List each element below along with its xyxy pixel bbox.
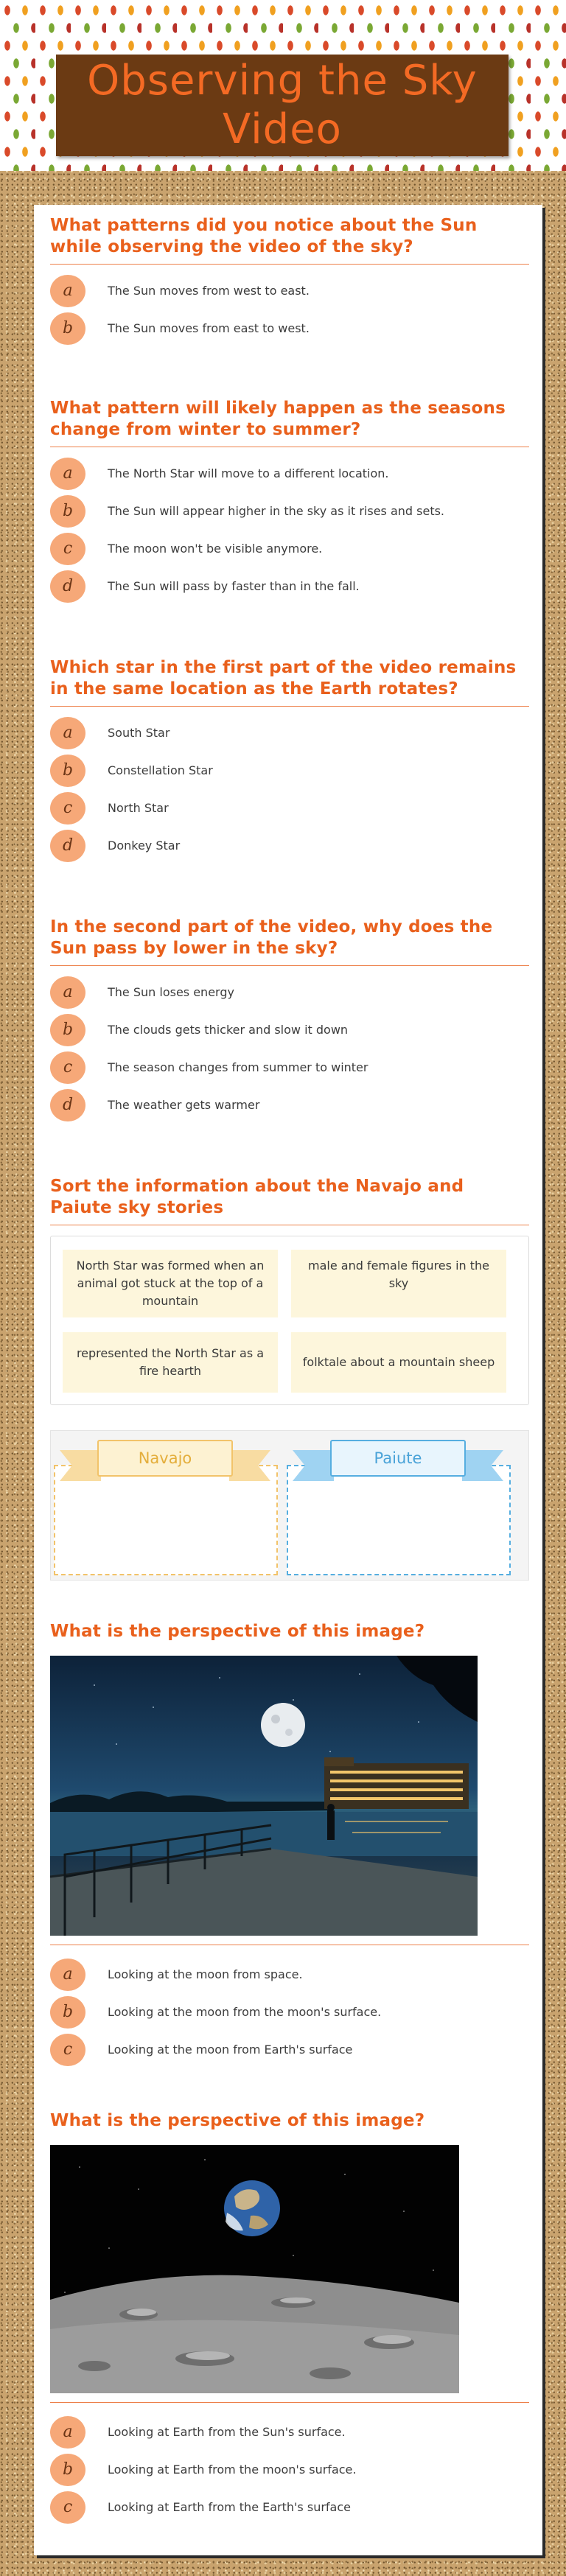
question-title: Sort the information about the Navajo and Paiute sky stories <box>50 1177 464 1217</box>
option-letter: a <box>50 1959 85 1991</box>
option-text: Looking at the moon from Earth's surface <box>108 2043 353 2057</box>
option-letter: c <box>50 2491 85 2524</box>
divider <box>50 965 529 966</box>
option-text: The weather gets warmer <box>108 1098 260 1112</box>
option-letter: c <box>50 1051 85 1084</box>
option-letter: b <box>50 755 85 787</box>
answer-option[interactable] <box>50 1011 529 1049</box>
answer-option[interactable] <box>50 2031 529 2068</box>
content-card <box>34 205 542 2555</box>
moon-over-water-image <box>50 1656 478 1936</box>
page-title: Observing the Sky Video <box>87 57 478 153</box>
option-text: South Star <box>108 726 170 740</box>
perspective-question-1 <box>50 1621 529 2068</box>
option-text: Looking at Earth from the Earth's surface <box>108 2500 351 2514</box>
night-scene-illustration <box>50 1656 478 1936</box>
option-letter: c <box>50 2034 85 2066</box>
answer-option[interactable] <box>50 567 529 605</box>
option-letter: a <box>50 2416 85 2449</box>
option-letter: a <box>50 717 85 749</box>
bucket-label-paiute: Paiute <box>330 1440 466 1477</box>
question-2 <box>50 398 529 605</box>
answer-option[interactable] <box>50 714 529 752</box>
option-letter: a <box>50 976 85 1009</box>
option-letter: b <box>50 1014 85 1046</box>
option-letter: b <box>50 1996 85 2029</box>
question-title: What patterns did you notice about the Sun while observing the video of the sky? <box>50 216 478 256</box>
drop-zone-paiute[interactable] <box>287 1465 511 1575</box>
option-text: The Sun moves from west to east. <box>108 284 310 298</box>
option-text: Constellation Star <box>108 763 213 777</box>
drop-zone-navajo[interactable] <box>54 1465 278 1575</box>
option-text: The clouds gets thicker and slow it down <box>108 1023 349 1037</box>
question-title: What is the perspective of this image? <box>50 2111 425 2130</box>
answer-option[interactable] <box>50 530 529 567</box>
option-letter: d <box>50 1089 85 1121</box>
bucket-label-navajo: Navajo <box>97 1440 233 1477</box>
option-text: Looking at the moon from the moon's surface. <box>108 2005 382 2019</box>
option-letter: a <box>50 458 85 490</box>
answer-option[interactable] <box>50 1049 529 1086</box>
option-text: Looking at Earth from the moon's surface. <box>108 2463 357 2477</box>
draggable-card[interactable]: North Star was formed when an animal got stuck at the top of a mountain <box>63 1250 278 1317</box>
option-text: The Sun moves from east to west. <box>108 321 310 335</box>
question-title: What pattern will likely happen as the seasons change from winter to summer? <box>50 399 506 439</box>
option-letter: b <box>50 2454 85 2486</box>
option-text: Donkey Star <box>108 839 181 853</box>
answer-option[interactable] <box>50 2413 529 2451</box>
answer-option[interactable] <box>50 455 529 492</box>
answer-option[interactable] <box>50 827 529 864</box>
option-text: The Sun will appear higher in the sky as it rises and sets. <box>108 504 445 518</box>
draggable-card[interactable]: folktale about a mountain sheep <box>291 1332 506 1393</box>
option-letter: b <box>50 495 85 528</box>
option-text: The moon won't be visible anymore. <box>108 542 323 556</box>
answer-option[interactable] <box>50 1993 529 2031</box>
option-letter: c <box>50 533 85 565</box>
earthrise-illustration <box>50 2145 459 2393</box>
option-text: The season changes from summer to winter <box>108 1060 368 1074</box>
perspective-question-2 <box>50 2110 529 2526</box>
option-letter: c <box>50 792 85 825</box>
answer-option[interactable] <box>50 1086 529 1124</box>
question-title: Which star in the first part of the video remains in the same location as the Earth rotates? <box>50 658 517 699</box>
option-text: The Sun loses energy <box>108 985 234 999</box>
option-text: The North Star will move to a different location. <box>108 466 389 480</box>
answer-option[interactable] <box>50 492 529 530</box>
option-letter: a <box>50 275 85 307</box>
option-text: Looking at the moon from space. <box>108 1967 303 1981</box>
answer-option[interactable] <box>50 2451 529 2488</box>
divider <box>50 264 529 265</box>
option-letter: d <box>50 570 85 603</box>
answer-option[interactable] <box>50 2488 529 2526</box>
option-text: The Sun will pass by faster than in the fall. <box>108 579 360 593</box>
answer-option[interactable] <box>50 272 529 309</box>
question-3 <box>50 657 529 864</box>
sort-buckets <box>50 1430 529 1581</box>
divider <box>50 2402 529 2403</box>
draggable-card[interactable]: male and female figures in the sky <box>291 1250 506 1317</box>
divider <box>50 706 529 707</box>
header-pattern <box>0 0 566 171</box>
earth-from-moon-image <box>50 2145 459 2393</box>
option-letter: b <box>50 312 85 345</box>
question-4 <box>50 917 529 1124</box>
sort-question <box>50 1176 529 1581</box>
answer-option[interactable] <box>50 752 529 789</box>
title-banner <box>56 55 509 156</box>
question-1 <box>50 215 529 347</box>
question-title: In the second part of the video, why does the Sun pass by lower in the sky? <box>50 917 493 958</box>
option-text: North Star <box>108 801 169 815</box>
option-text: Looking at Earth from the Sun's surface. <box>108 2425 346 2439</box>
answer-option[interactable] <box>50 309 529 347</box>
sort-items-container <box>50 1236 529 1405</box>
option-letter: d <box>50 830 85 862</box>
draggable-card[interactable]: represented the North Star as a fire hearth <box>63 1332 278 1393</box>
ribbon-paiute <box>313 1440 483 1477</box>
question-title: What is the perspective of this image? <box>50 1622 425 1641</box>
answer-option[interactable] <box>50 789 529 827</box>
ribbon-navajo <box>80 1440 250 1477</box>
answer-option[interactable] <box>50 973 529 1011</box>
answer-option[interactable] <box>50 1956 529 1993</box>
